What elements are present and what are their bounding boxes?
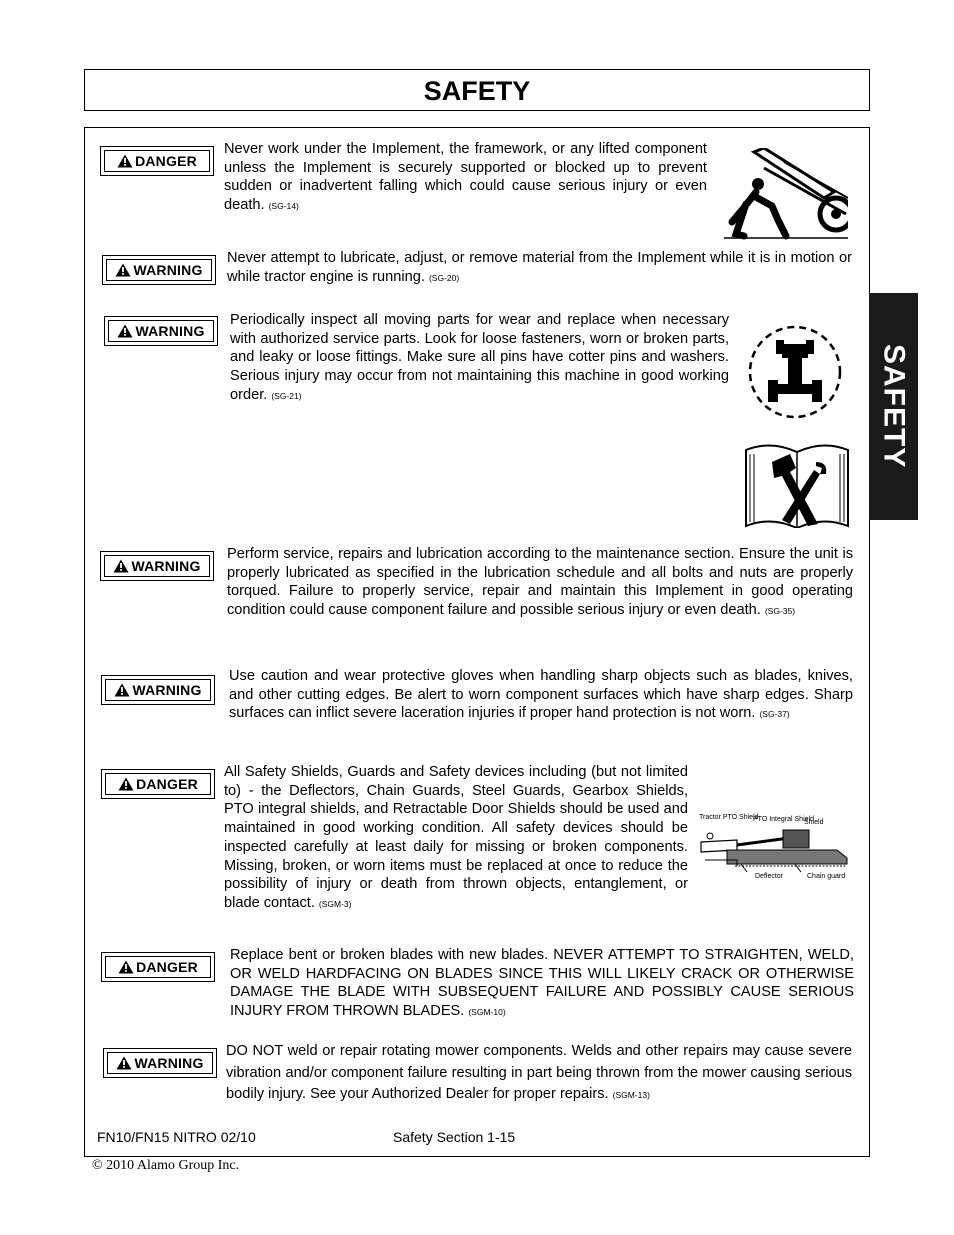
warning-triangle-icon (116, 1056, 132, 1070)
message-code: (SG-37) (759, 709, 790, 720)
message-code: (SG-14) (268, 201, 299, 212)
section-side-tab: SAFETY (869, 293, 918, 520)
message-code: (SG-35) (764, 606, 796, 617)
safety-message: All Safety Shields, Guards and Safety devices including (but not limited to) - the Deflectors, Chain Guards, Steel Guards, Gearbox Shields, PTO integral shields, and Retractable Door Shields should be used and maintained in good working condition. All safety devices should be inspected carefully at least daily for missing or broken components. Missing, broken, or worn items must be replaced at once to reduce the possibility of injury or death from thrown objects, entanglement, or blade contact. (SGM-3) (224, 764, 688, 911)
signal-word: WARNING (131, 558, 201, 574)
danger-sign (101, 769, 215, 799)
diagram-label-pto-integral-shield: PTO Integral Shield (753, 816, 814, 823)
safety-message: Perform service, repairs and lubrication according to the maintenance section. Ensure the unit is properly lubricated as specified in the lubrication schedule and all bolts and nuts are properly torqued. Failure to properly service, repair and maintain this Implement in good operating condition could cause component failure and possible serious injury or even death. (SG-35) (227, 546, 853, 619)
tool-manual-icon (744, 440, 850, 528)
safety-message: Use caution and wear protective gloves when handling sharp objects such as blades, knives, and other cutting edges. Be alert to worn component surfaces which have sharp edges. Sharp surfaces can inflict severe laceration injuries if proper hand protection is not worn. (SG-37) (229, 668, 853, 722)
danger-sign (101, 952, 215, 982)
warning-triangle-icon (114, 683, 130, 697)
page-title: SAFETY (84, 69, 870, 111)
signal-word: DANGER (136, 776, 198, 792)
message-code: (SGM-13) (612, 1090, 650, 1100)
message-code: (SGM-3) (318, 898, 352, 909)
signal-word: WARNING (135, 323, 205, 339)
diagram-label-chain-guard: Chain guard (807, 873, 846, 880)
safety-message: Replace bent or broken blades with new blades. NEVER ATTEMPT TO STRAIGHTEN, WELD, OR WELD HARDFACING ON BLADES SINCE THIS WILL LIKELY CRACK OR OTHERWISE DAMAGE THE BLADE WITH SUBSEQUENT FAILURE AND POSSIBLY CAUSE SERIOUS INJURY FROM THROWN BLADES. (SGM-10) (230, 947, 854, 1020)
safety-message: Never work under the Implement, the framework, or any lifted component unless the Implement is securely supported or blocked up to prevent sudden or inadvertent falling which could cause serious injury or even death. (SG-14) (224, 141, 707, 214)
message-code: (SG-20) (428, 272, 460, 283)
warning-sign (102, 255, 216, 285)
signal-word: DANGER (135, 153, 197, 169)
warning-triangle-icon (115, 263, 131, 277)
diagram-label-shield: Shield (804, 819, 824, 826)
diagram-label-tractor-pto-shield: Tractor PTO Shield (699, 814, 759, 821)
signal-word: DANGER (136, 959, 198, 975)
warning-triangle-icon (118, 960, 134, 974)
copyright-notice: © 2010 Alamo Group Inc. (92, 1158, 240, 1173)
warning-sign (103, 1048, 217, 1078)
signal-word: WARNING (134, 1055, 204, 1071)
signal-word: WARNING (133, 262, 203, 278)
mower-shield-diagram (697, 810, 853, 882)
signal-word: WARNING (132, 682, 202, 698)
diagram-label-deflector: Deflector (755, 873, 784, 880)
message-code: (SG-21) (271, 390, 302, 401)
footer-model: FN10/FN15 NITRO 02/10 (97, 1129, 256, 1145)
danger-sign (100, 146, 214, 176)
tractor-inspection-icon (746, 322, 844, 422)
warning-triangle-icon (118, 777, 134, 791)
crushed-under-implement-icon (724, 148, 848, 240)
safety-message: DO NOT weld or repair rotating mower components. Welds and other repairs may cause severe vibration and/or component failure resulting in part being thrown from the mower causing serious bodily injury. See your Authorized Dealer for proper repairs. (SGM-13) (226, 1043, 852, 1102)
warning-triangle-icon (117, 154, 133, 168)
safety-message: Never attempt to lubricate, adjust, or remove material from the Implement while it is in motion or while tractor engine is running. (SG-20) (227, 250, 852, 285)
message-code: (SGM-10) (468, 1007, 506, 1018)
safety-message: Periodically inspect all moving parts for wear and replace when necessary with authorized service parts. Look for loose fasteners, worn or broken parts, and leaky or loose fittings. Make sure all pins have cotter pins and washers. Serious injury may occur from not maintaining this machine in good working order. (SG-21) (230, 312, 729, 403)
warning-sign (104, 316, 218, 346)
warning-sign (101, 675, 215, 705)
footer-section: Safety Section 1-15 (393, 1129, 516, 1145)
warning-triangle-icon (113, 559, 129, 573)
warning-triangle-icon (117, 324, 133, 338)
warning-sign (100, 551, 214, 581)
